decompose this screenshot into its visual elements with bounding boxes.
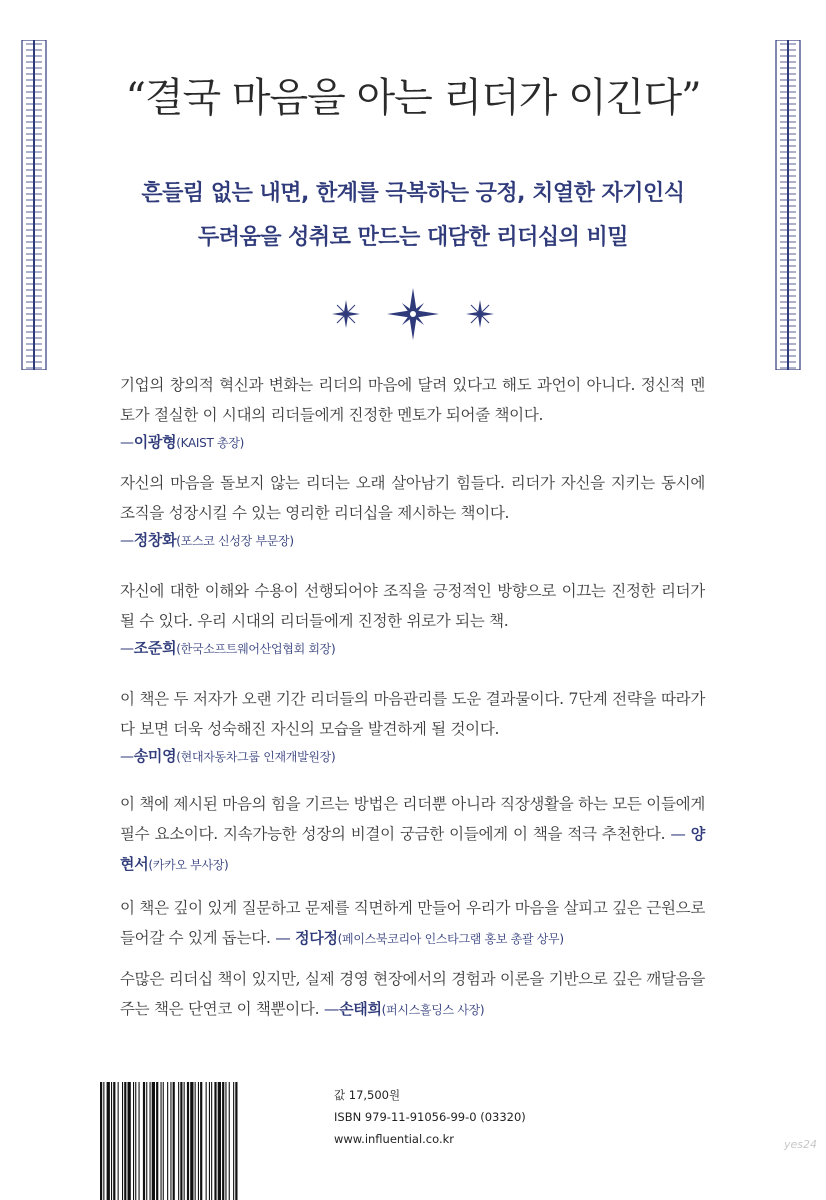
book-info	[334, 1084, 526, 1150]
endorser-role: (카카오 부사장)	[148, 858, 229, 872]
endorsement-6	[120, 893, 705, 954]
endorsement-text: 수많은 리더십 책이 있지만, 실제 경영 현장에서의 경험과 이론을 기반으로 깊은 깨달음을 주는 책은 단연코 이 책뿐이다. —손태희(퍼시스홀딩스 사장)	[120, 970, 705, 1018]
endorsement-text: 이 책은 깊이 있게 질문하고 문제를 직면하게 만들어 우리가 마음을 살피고 깊은 근원으로 들어갈 수 있게 돕는다. — 정다정(페이스북코리아 인스타그램 홍보 총괄 상무)	[120, 899, 705, 947]
subtitle-line-2: 두려움을 성취로 만드는 대담한 리더십의 비밀	[197, 225, 629, 250]
isbn: ISBN 979-11-91056-99-0 (03320)	[334, 1110, 526, 1124]
endorsement-5	[120, 789, 705, 880]
endorsement-2	[120, 468, 705, 553]
endorser-name: 정다정	[295, 929, 338, 947]
endorser-name: 이광형	[133, 433, 177, 451]
endorsement-text: 자신에 대한 이해와 수용이 선행되어야 조직을 긍정적인 방향으로 이끄는 진정한 리더가 될 수 있다. 우리 시대의 리더들에게 진정한 위로가 되는 책.	[120, 582, 705, 630]
endorser-role: (KAIST 총장)	[176, 436, 244, 450]
endorser-name: 조준희	[133, 639, 177, 657]
endorser-role: (포스코 신성장 부문장)	[176, 534, 294, 548]
endorsement-text: 이 책에 제시된 마음의 힘을 기르는 방법은 리더뿐 아니라 직장생활을 하는 모든 이들에게 필수 요소이다. 지속가능한 성장의 비결이 궁금한 이들에게 이 책을 적극 추천한다. — 양현서(카카오 부사장)	[120, 795, 705, 873]
endorser-name: 손태희	[339, 1000, 382, 1018]
left-decorative-border	[16, 40, 52, 370]
star-ornament-icon	[318, 284, 508, 344]
endorsement-attribution: — 정다정(페이스북코리아 인스타그램 홍보 총괄 상무)	[275, 929, 564, 947]
endorsement-4	[120, 684, 705, 769]
barcode-icon	[98, 1082, 320, 1200]
endorsement-attribution: —손태희(퍼시스홀딩스 사장)	[323, 1000, 485, 1018]
endorsement-3	[120, 576, 705, 661]
endorser-role: (페이스북코리아 인스타그램 홍보 총괄 상무)	[337, 932, 564, 946]
watermark: yes24	[784, 1138, 818, 1151]
headline: “결국 마음을 아는 리더가 이긴다”	[125, 75, 701, 121]
publisher-website: www.influential.co.kr	[334, 1132, 454, 1146]
endorsement-text: 자신의 마음을 돌보지 않는 리더는 오래 살아남기 힘들다. 리더가 자신을 지키는 동시에 조직을 성장시킬 수 있는 영리한 리더십을 제시하는 책이다.	[120, 474, 705, 522]
endorsement-7	[120, 964, 705, 1025]
endorsement-text: 기업의 창의적 혁신과 변화는 리더의 마음에 달려 있다고 해도 과언이 아니다. 정신적 멘토가 절실한 이 시대의 리더들에게 진정한 멘토가 되어줄 책이다.	[120, 376, 705, 424]
endorsement-attribution: —이광형(KAIST 총장)	[120, 433, 244, 451]
endorser-role: (현대자동차그룹 인재개발원장)	[176, 750, 336, 764]
endorser-name: 정창화	[133, 531, 177, 549]
endorser-name: 송미영	[133, 747, 177, 765]
endorsement-attribution: — 양현서(카카오 부사장)	[120, 825, 705, 873]
endorser-role: (퍼시스홀딩스 사장)	[381, 1003, 485, 1017]
endorser-name: 양현서	[120, 825, 705, 873]
endorsement-attribution: —송미영(현대자동차그룹 인재개발원장)	[120, 747, 336, 765]
subtitle-line-1: 흔들림 없는 내면, 한계를 극복하는 긍정, 치열한 자기인식	[141, 181, 685, 206]
endorsement-attribution: —정창화(포스코 신성장 부문장)	[120, 531, 294, 549]
endorsement-text: 이 책은 두 저자가 오랜 기간 리더들의 마음관리를 도운 결과물이다. 7단계 전략을 따라가다 보면 더욱 성숙해진 자신의 모습을 발견하게 될 것이다.	[120, 690, 705, 738]
price: 값 17,500원	[334, 1088, 401, 1102]
right-decorative-border	[770, 40, 806, 370]
endorsement-attribution: —조준희(한국소프트웨어산업협회 회장)	[120, 639, 336, 657]
endorsement-1	[120, 370, 705, 455]
endorser-role: (한국소프트웨어산업협회 회장)	[176, 642, 336, 656]
